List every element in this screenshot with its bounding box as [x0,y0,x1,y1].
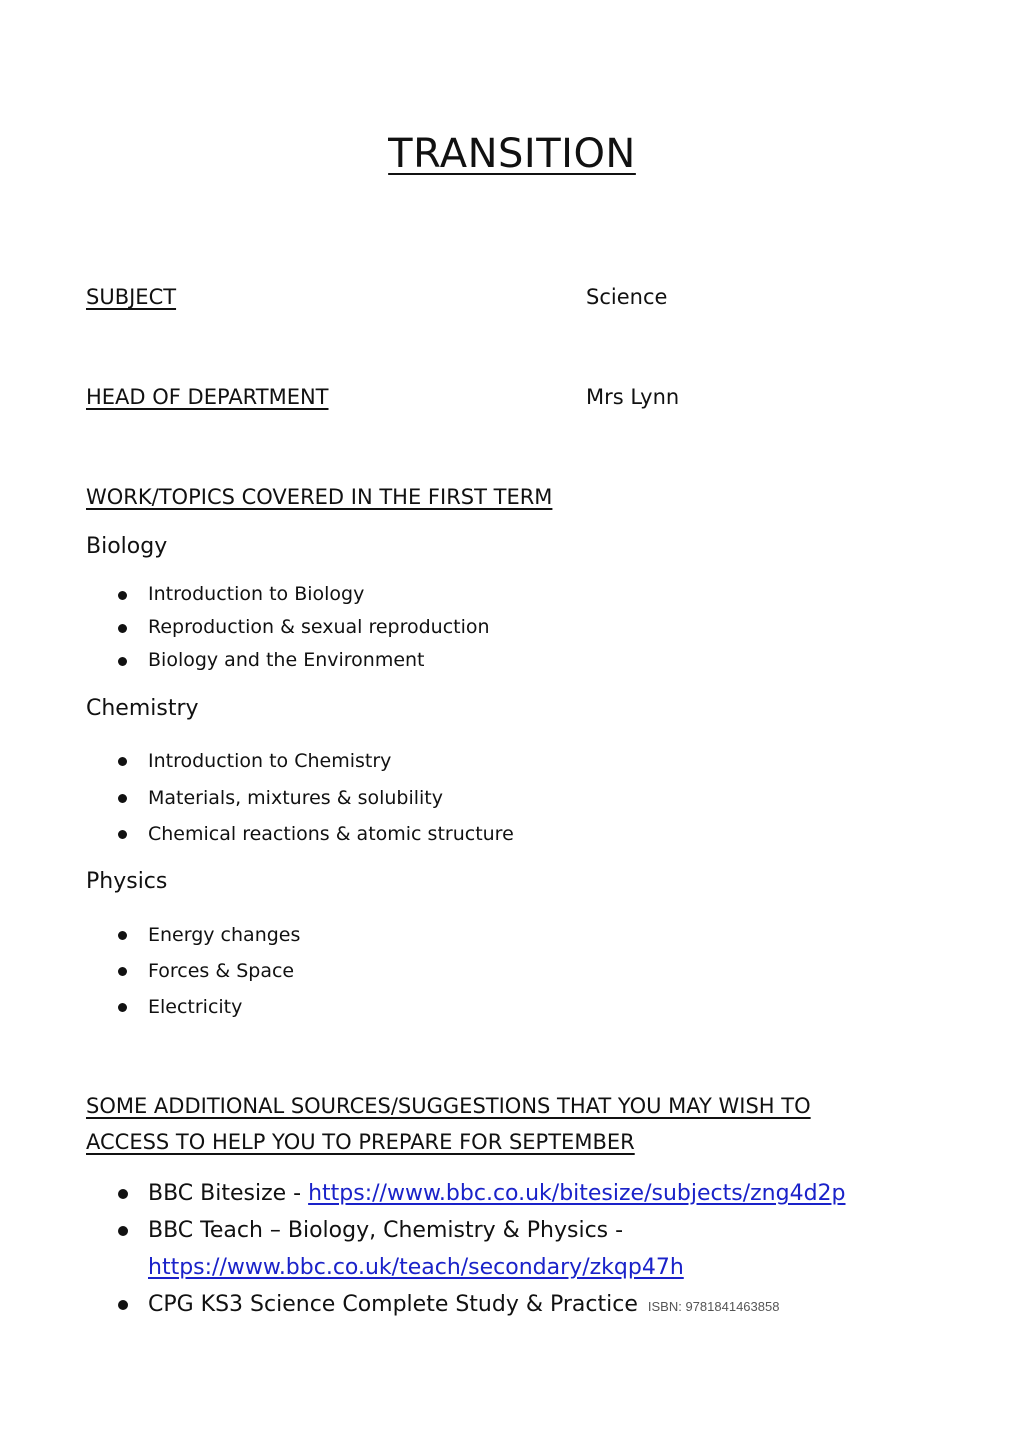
list-item: Biology and the Environment [86,644,490,677]
list-item: Introduction to Chemistry [86,743,514,780]
physics-topic-list [86,917,300,1025]
page-title [0,126,1024,182]
subject-value: Science [586,285,668,309]
sources-heading [86,1088,946,1160]
topics-heading: WORK/TOPICS COVERED IN THE FIRST TERM [86,485,553,509]
sources-heading-line-1: SOME ADDITIONAL SOURCES/SUGGESTIONS THAT YOU MAY WISH TO [86,1094,811,1118]
list-item: Reproduction & sexual reproduction [86,611,490,644]
section-heading-biology: Biology [86,534,168,559]
list-item: Forces & Space [86,953,300,989]
source-bbc-bitesize [86,1175,966,1212]
source-label: BBC Bitesize - [148,1181,309,1206]
section-heading-chemistry: Chemistry [86,696,199,721]
list-item: Energy changes [86,917,300,953]
list-item: Electricity [86,989,300,1025]
bbc-bitesize-link[interactable]: https://www.bbc.co.uk/bitesize/subjects/zng4d2p [308,1181,846,1206]
sources-list [86,1175,966,1325]
section-heading-physics: Physics [86,869,168,894]
source-bbc-teach [86,1212,966,1286]
source-label: BBC Teach – Biology, Chemistry & Physics - [148,1218,624,1243]
list-item: Introduction to Biology [86,578,490,611]
list-item: Chemical reactions & atomic structure [86,816,514,853]
biology-topic-list [86,578,490,677]
bbc-teach-link[interactable]: https://www.bbc.co.uk/teach/secondary/zkqp47h [148,1255,684,1280]
source-cpg-book [86,1286,966,1325]
page-title-text: TRANSITION [388,131,636,177]
head-of-department-value: Mrs Lynn [586,385,680,409]
list-item: Materials, mixtures & solubility [86,780,514,817]
head-of-department-label: HEAD OF DEPARTMENT [86,385,329,409]
source-label: CPG KS3 Science Complete Study & Practice [148,1292,638,1317]
isbn-text: ISBN: 9781841463858 [647,1299,780,1314]
chemistry-topic-list [86,743,514,853]
sources-heading-line-2: ACCESS TO HELP YOU TO PREPARE FOR SEPTEMBER [86,1130,635,1154]
subject-label: SUBJECT [86,285,177,309]
